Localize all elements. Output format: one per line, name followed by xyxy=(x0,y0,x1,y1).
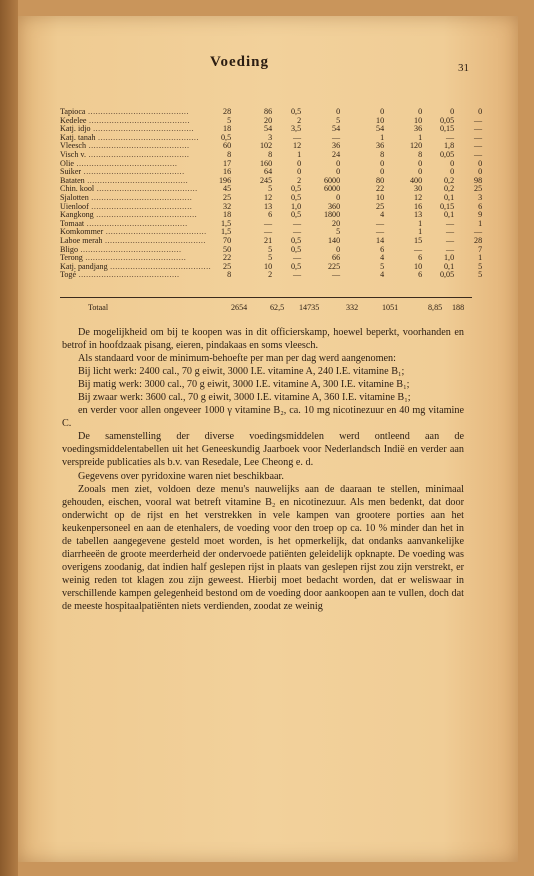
leader-dots: ........................................ xyxy=(88,193,193,202)
table-cell: 6000 xyxy=(323,175,341,185)
table-cell: — xyxy=(474,227,483,237)
table-cell: — xyxy=(293,132,302,142)
table-cell: 1 xyxy=(478,253,483,263)
nutrition-table xyxy=(60,108,482,280)
food-name: Komkommer xyxy=(60,228,104,237)
table-cell: 0 xyxy=(478,107,483,116)
total-cell: 1051 xyxy=(382,303,399,312)
table-cell: 0,5 xyxy=(291,261,302,271)
food-name-cell xyxy=(60,160,211,169)
table-row xyxy=(60,271,482,280)
table-cell: 25 xyxy=(223,261,232,271)
food-name: Chin. kool xyxy=(60,185,95,194)
table-cell: 45 xyxy=(223,184,232,194)
table-cell: 21 xyxy=(264,235,273,245)
table-cell: — xyxy=(414,244,423,254)
body-text xyxy=(62,326,464,613)
leader-dots: ........................................ xyxy=(81,168,185,177)
table-cell: 1 xyxy=(418,218,423,228)
table-cell: — xyxy=(446,132,455,142)
food-name-cell xyxy=(60,237,211,246)
table-cell: — xyxy=(474,124,483,134)
table-cell: 1 xyxy=(297,149,302,159)
table-cell: 2 xyxy=(297,115,302,125)
leader-dots: ........................................ xyxy=(103,228,207,237)
food-name: Suiker xyxy=(60,168,82,177)
table-cell: 4 xyxy=(380,270,385,280)
leader-dots: ........................................ xyxy=(107,262,212,271)
table-cell: 245 xyxy=(259,175,273,185)
table-cell: — xyxy=(293,227,302,237)
food-name-cell xyxy=(60,177,211,186)
table-cell: 13 xyxy=(264,201,273,211)
table-cell: 16 xyxy=(414,201,423,211)
leader-dots: ........................................ xyxy=(76,271,180,280)
table-cell: 9 xyxy=(478,210,483,220)
food-name-cell xyxy=(60,151,211,160)
table-cell: 0,5 xyxy=(291,235,302,245)
food-name-cell xyxy=(60,228,211,237)
table-cell: 10 xyxy=(414,261,423,271)
leader-dots: ........................................ xyxy=(82,254,187,263)
table-cell: 30 xyxy=(414,184,423,194)
table-cell: 0 xyxy=(297,158,302,168)
table-cell: 8 xyxy=(268,149,273,159)
food-name: Katj. idjo xyxy=(60,125,91,134)
paragraph: Als standaard voor de minimum-behoefte per man per dag werd aangenomen: xyxy=(78,353,396,365)
table-cell: 0 xyxy=(380,158,385,168)
table-cell: 5 xyxy=(380,261,385,271)
table-cell: 1800 xyxy=(323,210,341,220)
table-cell: 18 xyxy=(223,210,232,220)
table-cell: — xyxy=(446,235,455,245)
food-name-cell xyxy=(60,220,211,229)
food-name-cell xyxy=(60,142,211,151)
leader-dots: ........................................ xyxy=(94,185,198,194)
table-cell: 0 xyxy=(336,167,341,177)
paragraph: Bij licht werk: 2400 cal., 70 g eiwit, 3000 I.E. vitamine A, 240 I.E. vitamine B₁; xyxy=(78,366,405,378)
food-name: Kedelee xyxy=(60,116,87,125)
table-cell: 3 xyxy=(268,132,273,142)
food-name: Bataten xyxy=(60,176,85,185)
table-cell: 0,5 xyxy=(221,132,232,142)
table-cell: 12 xyxy=(264,192,273,202)
table-cell: 22 xyxy=(376,184,385,194)
leader-dots: ........................................ xyxy=(84,219,188,228)
table-cell: — xyxy=(293,253,302,263)
total-cell: 2654 xyxy=(231,303,248,312)
table-cell: 36 xyxy=(414,124,423,134)
paragraph: De samenstelling der diverse voedingsmiddelen werd ontleend aan de voedingsmiddelentabellen uit het Geneeskundig Jaarboek voor Nederlandsch Indië en verder aan verspreide publicaties als b.v. van Resedale, Lee Cheong e. d. xyxy=(62,431,464,469)
total-cell: 332 xyxy=(346,303,359,312)
table-cell: 0,2 xyxy=(444,175,455,185)
table-cell: 3 xyxy=(478,192,483,202)
table-cell: 140 xyxy=(327,235,341,245)
table-cell: 32 xyxy=(223,201,232,211)
table-cell: 0,5 xyxy=(291,184,302,194)
leader-dots: ........................................ xyxy=(95,133,199,142)
table-cell: 0 xyxy=(336,158,341,168)
total-cell: 14735 xyxy=(299,303,320,312)
table-cell: 2 xyxy=(268,270,273,280)
paragraph: Bij zwaar werk: 3600 cal., 70 g eiwit, 3000 I.E. vitamine A, 360 I.E. vitamine B₁; xyxy=(78,392,411,404)
table-cell: 60 xyxy=(223,141,232,151)
paragraph: en verder voor allen ongeveer 1000 γ vitamine B₂, ca. 10 mg nicotinezuur en 40 mg vitamine C. xyxy=(62,405,464,430)
food-name-cell xyxy=(60,125,211,134)
food-name: Sjalotten xyxy=(60,193,89,202)
page-header-title: Voeding xyxy=(210,54,269,70)
table-cell: 22 xyxy=(223,253,232,263)
table-cell: 0,5 xyxy=(291,244,302,254)
table-cell: 25 xyxy=(474,184,483,194)
table-cell: 28 xyxy=(474,235,483,245)
leader-dots: ........................................ xyxy=(93,211,198,220)
table-cell: 0 xyxy=(418,158,423,168)
table-cell: 1 xyxy=(380,132,385,142)
food-name-cell xyxy=(60,246,211,255)
leader-dots: ........................................ xyxy=(84,176,189,185)
leader-dots: ........................................ xyxy=(102,236,206,245)
food-name: Katj. pandjang xyxy=(60,262,108,271)
food-name: Laboe merah xyxy=(60,236,103,245)
table-cell: 8 xyxy=(227,270,232,280)
table-cell: 36 xyxy=(332,141,341,151)
leader-dots: ........................................ xyxy=(73,159,178,168)
table-cell: 12 xyxy=(293,141,302,151)
table-cell: 0 xyxy=(478,167,483,177)
table-cell: — xyxy=(264,218,273,228)
food-name-cell xyxy=(60,108,211,117)
table-cell: 160 xyxy=(259,158,273,168)
food-name-cell xyxy=(60,211,211,220)
table-cell: 5 xyxy=(478,261,483,271)
table-cell: 102 xyxy=(259,141,273,151)
table-cell: 360 xyxy=(327,201,341,211)
table-cell: 1 xyxy=(478,218,483,228)
table-cell: 3,5 xyxy=(291,124,302,134)
table-cell: 8 xyxy=(380,149,385,159)
table-cell: 1 xyxy=(418,132,423,142)
table-cell: 16 xyxy=(223,167,232,177)
table-cell: 4 xyxy=(380,253,385,263)
food-name-cell xyxy=(60,263,211,272)
table-cell: 0,05 xyxy=(439,115,455,125)
table-cell: 1,0 xyxy=(444,253,455,263)
table-cell: — xyxy=(293,270,302,280)
table-cell: 196 xyxy=(218,175,232,185)
food-name: Kangkong xyxy=(60,211,94,220)
table-cell: 5 xyxy=(227,115,232,125)
table-cell: 1,0 xyxy=(291,201,302,211)
table-total-rule xyxy=(60,297,472,298)
table-cell: 12 xyxy=(414,192,423,202)
leader-dots: ........................................ xyxy=(85,150,190,159)
paragraph: De mogelijkheid om bij te koopen was in dit officierskamp, hoewel beperkt, voorhanden en betrof in hoofdzaak pisang, eieren, pindakaas en soms vleesch. xyxy=(62,327,464,352)
food-name: Tomaat xyxy=(60,219,85,228)
table-cell: 8 xyxy=(227,149,232,159)
table-cell: — xyxy=(474,115,483,125)
leader-dots: ........................................ xyxy=(86,142,190,151)
table-cell: 20 xyxy=(332,218,341,228)
food-name-cell xyxy=(60,168,211,177)
table-cell: 25 xyxy=(223,192,232,202)
table-cell: 0 xyxy=(380,107,385,116)
table-cell: 80 xyxy=(376,175,385,185)
table-cell: 2 xyxy=(297,175,302,185)
table-cell: 0 xyxy=(336,192,341,202)
food-name-cell xyxy=(60,185,211,194)
table-cell: 6 xyxy=(380,244,385,254)
food-name-cell xyxy=(60,203,211,212)
total-cell: 188 xyxy=(452,303,465,312)
table-cell: 0,1 xyxy=(444,261,455,271)
table-cell: 0,1 xyxy=(444,192,455,202)
table-cell: 5 xyxy=(268,253,273,263)
table-cell: 0,05 xyxy=(439,270,455,280)
paragraph: Zooals men ziet, voldoen deze menu's nauwelijks aan de daaraan te stellen, minimaal gehouden, eischen, vooral wat betreft vitamine B₂ en nicotinezuur. Als men bedenkt, dat door onderwicht op de rijst en het verstrekken in vele kampen van grootere porties aan het keukenpersoneel en aan de etenhalers, de voeding voor den troep op ca. 10 % minder dan het in de tabellen aangegevene gesteld moet worden, is het opmerkelijk, dat ondanks aanvankelijke diarrheeën de groote meerderheid der ondervoede patiënten geleidelijk opknapte. De voeding was overigens zoodanig, dat indien half geslepen rijst in plaats van geslepen rijst zou zijn verstrekt, er weinig reden tot klagen zou zijn geweest. Hierbij moet bedacht worden, dat er weliswaar in verschillende kampen gelegenheid bestond om de voeding door aankoopen aan te vullen, doch dat de meeste hospitaalpatiënten niets verdienden, zoodat ze weinig xyxy=(62,483,464,612)
food-name: Togé xyxy=(60,271,77,280)
table-cell: 10 xyxy=(376,115,385,125)
table-cell: — xyxy=(376,227,385,237)
food-name: Olie xyxy=(60,159,74,168)
table-cell: 0 xyxy=(418,107,423,116)
table-cell: 10 xyxy=(376,192,385,202)
table-cell: 6 xyxy=(478,201,483,211)
table-cell: 5 xyxy=(336,227,341,237)
table-cell: 1 xyxy=(418,227,423,237)
food-name: Terong xyxy=(60,254,83,263)
food-name-cell xyxy=(60,194,211,203)
food-name: Katj. tanah xyxy=(60,133,96,142)
table-cell: 70 xyxy=(223,235,232,245)
table-cell: 0,5 xyxy=(291,107,302,116)
table-cell: 1,5 xyxy=(221,218,232,228)
food-name: Tapioca xyxy=(60,108,86,116)
table-cell: — xyxy=(446,244,455,254)
food-name-cell xyxy=(60,271,211,280)
table-cell: 54 xyxy=(376,124,385,134)
table-cell: 0,2 xyxy=(444,184,455,194)
table-cell: — xyxy=(446,227,455,237)
table-cell: — xyxy=(293,218,302,228)
table-cell: — xyxy=(376,218,385,228)
table-cell: 15 xyxy=(414,235,423,245)
table-cell: 5 xyxy=(336,115,341,125)
table-cell: 120 xyxy=(409,141,423,151)
table-cell: 54 xyxy=(332,124,341,134)
table-cell: 5 xyxy=(268,184,273,194)
table-cell: 54 xyxy=(264,124,273,134)
table-cell: 1,8 xyxy=(444,141,455,151)
table-cell: — xyxy=(446,218,455,228)
table-cell: 0 xyxy=(450,158,455,168)
table-cell: — xyxy=(332,270,341,280)
book-spine xyxy=(0,0,18,876)
table-cell: — xyxy=(474,149,483,159)
leader-dots: ........................................ xyxy=(86,116,190,125)
table-cell: 400 xyxy=(409,175,423,185)
total-label: Totaal xyxy=(88,303,109,312)
table-cell: 6 xyxy=(418,270,423,280)
total-cell: 62,5 xyxy=(270,303,285,312)
food-name: Uienloof xyxy=(60,202,89,211)
table-cell: 0,5 xyxy=(291,192,302,202)
table-cell: 24 xyxy=(332,149,341,159)
leader-dots: ........................................ xyxy=(88,202,193,211)
table-cell: 0,15 xyxy=(439,201,455,211)
food-name-cell xyxy=(60,117,211,126)
table-cell: 25 xyxy=(376,201,385,211)
table-cell: 0 xyxy=(297,167,302,177)
table-cell: 14 xyxy=(376,235,385,245)
table-cell: 5 xyxy=(268,244,273,254)
table-cell: 0 xyxy=(380,167,385,177)
table-cell: 36 xyxy=(376,141,385,151)
table-cell: 66 xyxy=(332,253,341,263)
table-cell: 0 xyxy=(336,107,341,116)
table-cell: 86 xyxy=(264,107,273,116)
table-cell: 0,05 xyxy=(439,149,455,159)
total-cell: 8,85 xyxy=(428,303,443,312)
table-cell: 4 xyxy=(380,210,385,220)
page-number: 31 xyxy=(458,62,469,74)
table-cell: — xyxy=(474,141,483,151)
table-cell: 7 xyxy=(478,244,483,254)
table-cell: 8 xyxy=(418,149,423,159)
table-cell: 64 xyxy=(264,167,273,177)
table-cell: 13 xyxy=(414,210,423,220)
food-name: Bligo xyxy=(60,245,78,254)
food-name: Visch v. xyxy=(60,150,86,159)
table-cell: 10 xyxy=(414,115,423,125)
table-cell: 0 xyxy=(450,167,455,177)
leader-dots: ........................................ xyxy=(85,108,189,116)
table-cell: 225 xyxy=(327,261,341,271)
table-cell: 50 xyxy=(223,244,232,254)
table-cell: 0 xyxy=(418,167,423,177)
table-cell: 1,5 xyxy=(221,227,232,237)
table-cell: 10 xyxy=(264,261,273,271)
table-cell: 0,1 xyxy=(444,210,455,220)
table-cell: 6000 xyxy=(323,184,341,194)
food-name-cell xyxy=(60,254,211,263)
table-cell: 28 xyxy=(223,107,232,116)
table-cell: — xyxy=(332,132,341,142)
table-cell: 0,5 xyxy=(291,210,302,220)
table-cell: 6 xyxy=(268,210,273,220)
table-cell: 0 xyxy=(450,107,455,116)
paragraph: Bij matig werk: 3000 cal., 70 g eiwit, 3000 I.E. vitamine A, 300 I.E. vitamine B₁; xyxy=(78,379,410,391)
table-cell: 5 xyxy=(478,270,483,280)
table-cell: — xyxy=(474,132,483,142)
leader-dots: ........................................ xyxy=(78,245,182,254)
leader-dots: ........................................ xyxy=(90,125,195,134)
table-cell: 0 xyxy=(336,244,341,254)
table-cell: 98 xyxy=(474,175,483,185)
table-cell: — xyxy=(264,227,273,237)
table-cell: 0,15 xyxy=(439,124,455,134)
table-cell: 6 xyxy=(418,253,423,263)
table-cell: 17 xyxy=(223,158,232,168)
food-name-cell xyxy=(60,134,211,143)
table-cell: 20 xyxy=(264,115,273,125)
food-name: Vleesch xyxy=(60,142,87,151)
paragraph: Gegevens over pyridoxine waren niet beschikbaar. xyxy=(78,470,284,482)
table-cell: 0 xyxy=(478,158,483,168)
table-cell: 18 xyxy=(223,124,232,134)
